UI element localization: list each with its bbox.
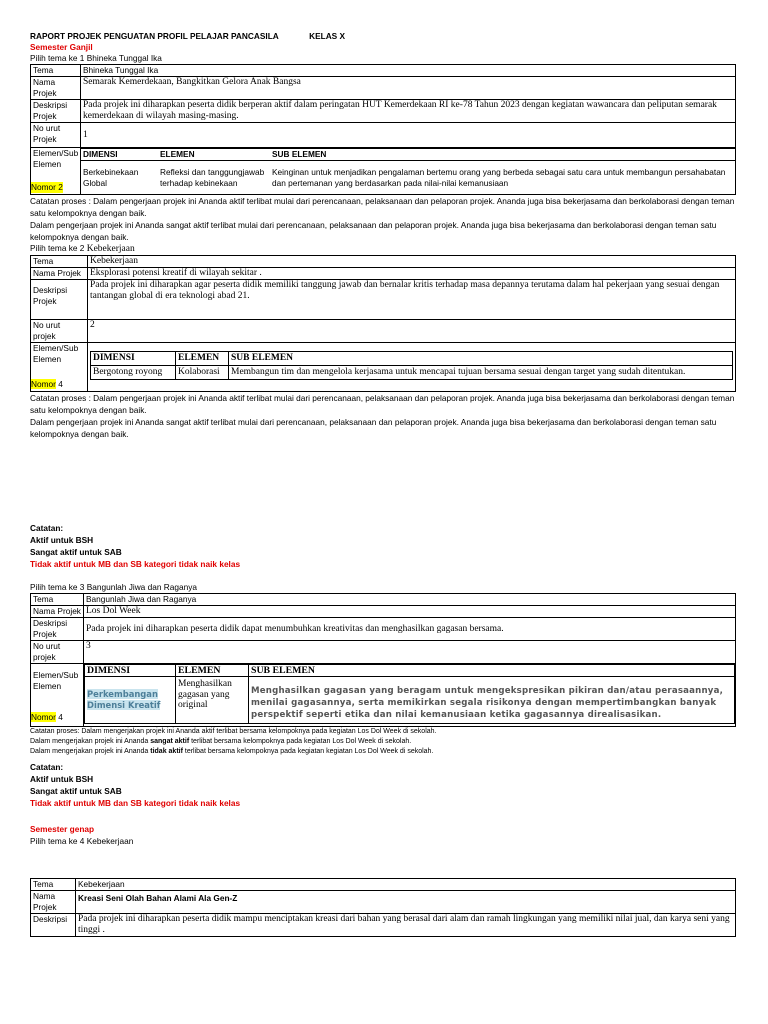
notes-a-heading: Catatan: xyxy=(30,523,64,533)
project1-no-urut: 1 xyxy=(81,123,736,148)
dimensi-header: DIMENSI xyxy=(81,149,158,161)
notes-a-aktif: Aktif untuk BSH xyxy=(30,535,94,545)
project3-sub-elemen: Menghasilkan gagasan yang beragam untuk mengekspresikan pikiran dan/atau perasaannya, menilai gagasannya, serta memikirkan segala risikonya dengan mempertimbangkan banyak perspektif seperti etika dan nilai kemanusiaan ketika gagasannya direalisasikan. xyxy=(249,677,735,724)
project4-deskripsi: Pada projek ini diharapkan peserta didik mampu menciptakan kreasi dari bahan yang berasal dari alam dan ramah lingkungan yang memiliki nilai jual, dan karya seni yang tinggi . xyxy=(76,914,736,937)
project2-no-urut: 2 xyxy=(88,320,736,343)
notes-b-heading: Catatan: xyxy=(30,762,64,772)
elemen-label: Elemen/Sub Elemen xyxy=(33,148,79,169)
no-urut-label: No urut projek xyxy=(31,641,84,664)
project2-table xyxy=(30,255,736,392)
project1-nama: Semarak Kemerdekaan, Bangkitkan Gelora Anak Bangsa xyxy=(81,77,736,100)
elemen-header: ELEMEN xyxy=(158,149,270,161)
project4-table xyxy=(30,878,736,937)
note-text: terlibat bersama kelompoknya pada kegiatan Los Dol Week di sekolah. xyxy=(189,738,412,745)
elemen-label-cell xyxy=(31,343,88,392)
sub-elemen-header: SUB ELEMEN xyxy=(270,149,735,161)
project2-dimension-table xyxy=(90,351,733,380)
elemen-label-cell xyxy=(31,148,81,195)
note-text: terlibat bersama kelompoknya pada kegiatan kegiatan Los Dol Week di sekolah. xyxy=(182,748,434,755)
project3-dimensi-cell xyxy=(85,677,176,724)
project3-dimension-table xyxy=(84,664,735,724)
semester-ganjil-heading: Semester Ganjil xyxy=(30,42,93,52)
semester-genap-heading: Semester genap xyxy=(30,824,95,834)
project4-nama: Kreasi Seni Olah Bahan Alami Ala Gen-Z xyxy=(76,891,736,914)
nama-projek-label: Nama Projek xyxy=(31,606,84,618)
project3-nomor xyxy=(31,712,63,723)
project1-deskripsi: Pada projek ini diharapkan peserta didik berperan aktif dalam peringatan HUT Kemerdekaan RI ke-78 Tahun 2023 dengan kegiatan wawancara dan peliputan semarak kemerdekaan di wilayah masing-masing. xyxy=(81,100,736,123)
project3-note-2 xyxy=(30,737,736,747)
project3-theme-choice: Pilih tema ke 3 Bangunlah Jiwa dan Raganya xyxy=(30,582,197,592)
note-bold: sangat aktif xyxy=(150,738,190,745)
deskripsi-label: Deskripsi Projek xyxy=(31,280,88,320)
sub-elemen-header: SUB ELEMEN xyxy=(229,352,733,366)
notes-b-tidak-aktif: Tidak aktif untuk MB dan SB kategori tidak naik kelas xyxy=(30,798,241,808)
project2-deskripsi: Pada projek ini diharapkan agar peserta didik memiliki tanggung jawab dan bernalar kritis terhadap masa depannya terutama dalam hal pekerjaan yang sesuai dengan tantangan global di era teknologi abad 21. xyxy=(88,280,736,320)
project2-note-2: Dalam pengerjaan projek ini Ananda sangat aktif terlibat mulai dari perencanaan, pelaksanaan dan pelaporan projek. Ananda juga bisa bekerjasama dan berkolaborasi dengan teman satu kelompoknya dengan baik. xyxy=(30,417,717,439)
project3-note-1: Catatan proses: Dalam mengerjakan projek ini Ananda aktif terlibat bersama kelompoknya pada kegiatan Los Dol Week di sekolah. xyxy=(30,728,437,735)
project1-note-2: Dalam pengerjaan projek ini Ananda sangat aktif terlibat mulai dari perencanaan, pelaksanaan dan pelaporan projek. Ananda juga bisa bekerjasama dan berkolaborasi dengan teman satu kelompoknya dengan baik. xyxy=(30,220,717,242)
project3-no-urut: 3 xyxy=(84,641,736,664)
report-page xyxy=(30,26,736,937)
project1-theme-choice: Pilih tema ke 1 Bhineka Tunggal Ika xyxy=(30,53,162,63)
elemen-label: Elemen/Sub Elemen xyxy=(33,670,79,691)
project3-elemen: Menghasilkan gagasan yang original xyxy=(176,677,249,724)
nama-projek-label: Nama Projek xyxy=(31,891,76,914)
project1-table xyxy=(30,64,736,195)
project3-notes xyxy=(30,727,736,757)
nomor-label: Nomor xyxy=(31,379,56,389)
note-text: Dalam mengerjakan projek ini Ananda xyxy=(30,748,151,755)
project4-theme-choice: Pilih tema ke 4 Kebekerjaan xyxy=(30,836,134,846)
project2-elemen: Kolaborasi xyxy=(176,366,229,380)
class-label: KELAS X xyxy=(309,31,346,41)
project4-tema: Kebekerjaan xyxy=(76,879,736,891)
note-text: Dalam mengerjakan projek ini Ananda xyxy=(30,738,151,745)
tema-label: Tema xyxy=(31,594,84,606)
dimensi-header: DIMENSI xyxy=(91,352,176,366)
project2-nomor xyxy=(31,379,63,390)
deskripsi-label: Deskripsi Projek xyxy=(31,618,84,641)
elemen-header: ELEMEN xyxy=(176,665,249,677)
nomor-value: 4 xyxy=(55,712,63,722)
project3-nama: Los Dol Week xyxy=(84,606,736,618)
project2-note-1: Catatan proses : Dalam pengerjaan projek ini Ananda aktif terlibat mulai dari perencanaan, pelaksanaan dan pelaporan projek. Ananda juga bisa bekerjasama dan berkolaborasi dengan teman satu kelompoknya dengan baik. xyxy=(30,393,735,415)
tema-label: Tema xyxy=(31,879,76,891)
project1-note-1: Catatan proses : Dalam pengerjaan projek ini Ananda aktif terlibat mulai dari perencanaan, pelaksanaan dan pelaporan projek. Ananda juga bisa bekerjasama dan berkolaborasi dengan teman satu kelompoknya dengan baik. xyxy=(30,196,735,218)
deskripsi-label: Deskripsi Projek xyxy=(31,100,81,123)
notes-b-sangat-aktif: Sangat aktif untuk SAB xyxy=(30,786,122,796)
nama-projek-label: Nama Projek xyxy=(31,77,81,100)
no-urut-label: No urut Projek xyxy=(31,123,81,148)
project3-note-3 xyxy=(30,747,736,757)
project2-tema: Kebekerjaan xyxy=(88,256,736,268)
no-urut-label: No urut projek xyxy=(31,320,88,343)
dimensi-header: DIMENSI xyxy=(85,665,176,677)
sub-elemen-header: SUB ELEMEN xyxy=(249,665,735,677)
project2-sub-elemen: Membangun tim dan mengelola kerjasama untuk mencapai tujuan bersama sesuai dengan target yang sudah ditentukan. xyxy=(229,366,733,380)
nomor-label: Nomor xyxy=(31,712,56,722)
project3-table xyxy=(30,593,736,727)
nomor-value: 4 xyxy=(55,379,63,389)
elemen-label: Elemen/Sub Elemen xyxy=(33,343,79,364)
project2-theme-choice xyxy=(30,243,736,255)
project3-tema: Bangunlah Jiwa dan Raganya xyxy=(84,594,736,606)
project1-nomor: Nomor 2 xyxy=(31,182,63,192)
project2-theme-prefix: Pilih tema ke 2 xyxy=(30,243,87,253)
project3-dimension-cell xyxy=(84,664,736,727)
nama-projek-label: Nama Projek xyxy=(31,268,88,280)
project3-deskripsi: Pada projek ini diharapkan peserta didik dapat menumbuhkan kreativitas dan menghasilkan gagasan bersama. xyxy=(84,618,736,641)
project1-elemen: Refleksi dan tanggungjawab terhadap kebinekaan xyxy=(160,167,265,188)
tema-label: Tema xyxy=(31,256,88,268)
project3-dimensi: Perkembangan Dimensi Kreatif xyxy=(87,689,161,710)
project1-dimension-table xyxy=(81,148,735,189)
note-bold: tidak aktif xyxy=(150,748,183,755)
deskripsi-label: Deskripsi xyxy=(31,914,76,937)
notes-a-tidak-aktif: Tidak aktif untuk MB dan SB kategori tidak naik kelas xyxy=(30,559,241,569)
report-header xyxy=(30,31,736,42)
project1-dimension-cell xyxy=(81,148,736,195)
project2-dimensi: Bergotong royong xyxy=(91,366,176,380)
elemen-header: ELEMEN xyxy=(176,352,229,366)
project1-dimensi: Berkebinekaan Global xyxy=(83,167,139,188)
report-title: RAPORT PROJEK PENGUATAN PROFIL PELAJAR PANCASILA xyxy=(30,31,279,41)
project2-dimension-cell xyxy=(88,343,736,392)
project2-theme-name: Kebekerjaan xyxy=(86,244,135,254)
notes-a-sangat-aktif: Sangat aktif untuk SAB xyxy=(30,547,122,557)
project1-sub-elemen: Keinginan untuk menjadikan pengalaman bertemu orang yang berbeda sebagai satu cara untuk membangun persahabatan dan pertemanan yang berdasarkan pada nilai-nilai kemanusiaan xyxy=(272,167,726,188)
project1-tema: Bhineka Tunggal Ika xyxy=(81,65,736,77)
tema-label: Tema xyxy=(31,65,81,77)
notes-b-aktif: Aktif untuk BSH xyxy=(30,774,94,784)
elemen-label-cell xyxy=(31,664,84,727)
project2-nama: Eksplorasi potensi kreatif di wilayah sekitar . xyxy=(88,268,736,280)
